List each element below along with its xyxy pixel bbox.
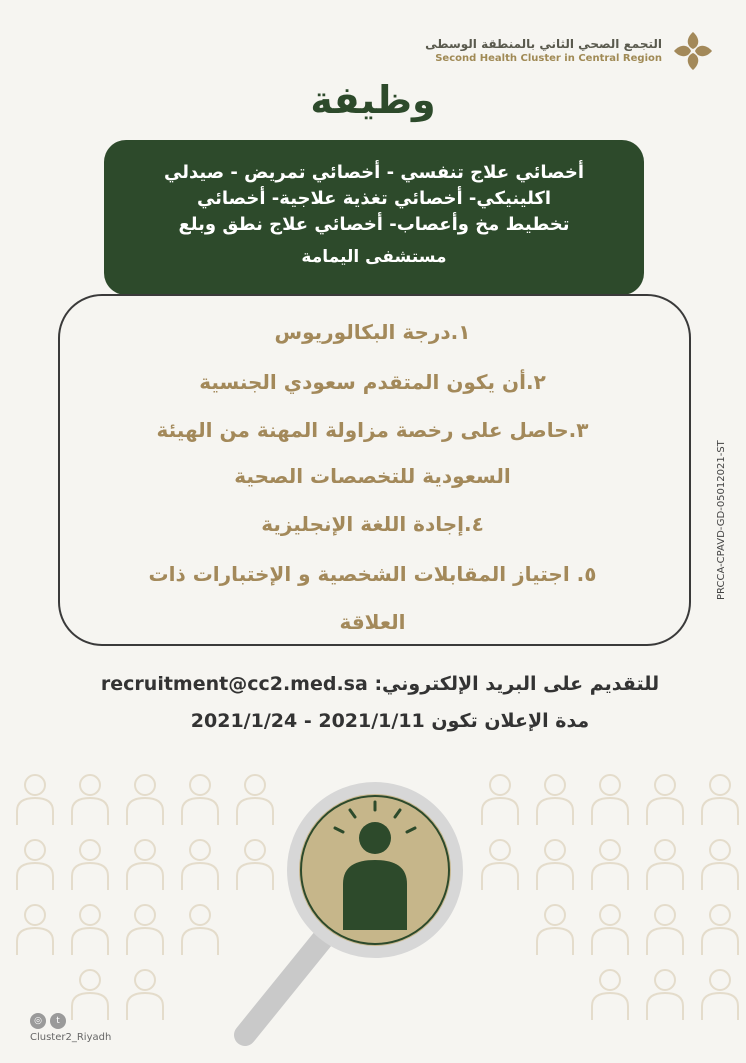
- apply-line: [60, 673, 700, 695]
- org-name-en: Second Health Cluster in Central Region: [435, 53, 662, 64]
- org-logo: [425, 28, 716, 74]
- page-title: وظيفة: [310, 78, 436, 122]
- requirement-item: ٤.إجادة اللغة الإنجليزية: [261, 512, 484, 536]
- social-footer: [30, 1013, 111, 1043]
- cluster-logo-icon: [670, 28, 716, 74]
- hospital-name: مستشفى اليمامة: [301, 247, 447, 267]
- positions-box: [104, 140, 644, 295]
- document-code: PRCCA-CPAVD-GD-05012021-ST: [716, 440, 727, 600]
- requirement-item: ٣.حاصل على رخصة مزاولة المهنة من الهيئة: [156, 418, 589, 442]
- instagram-icon[interactable]: ◎: [30, 1013, 46, 1029]
- social-handle: Cluster2_Riyadh: [30, 1032, 112, 1043]
- announcement-period: مدة الإعلان تكون 2021/1/24 - 2021/1/11: [190, 710, 590, 732]
- positions-line: اكلينيكي- أخصائي تغذية علاجية- أخصائي: [196, 188, 552, 209]
- requirements-box: [58, 294, 691, 646]
- requirement-item: ٥. اجتياز المقابلات الشخصية و الإختبارات ذات: [148, 562, 597, 586]
- period-end: 2021/1/24: [190, 710, 298, 732]
- positions-line: تخطيط مخ وأعصاب- أخصائي علاج نطق وبلع: [178, 214, 570, 235]
- apply-label: للتقديم على البريد الإلكتروني:: [374, 673, 660, 695]
- people-illustration: [0, 760, 746, 1060]
- positions-line: أخصائي علاج تنفسي - أخصائي تمريض - صيدلي: [164, 162, 584, 183]
- period-label: مدة الإعلان تكون: [431, 710, 590, 732]
- org-name-ar: التجمع الصحي الثاني بالمنطقة الوسطى: [425, 37, 662, 51]
- twitter-icon[interactable]: t: [50, 1013, 66, 1029]
- requirement-item: ١.درجة البكالوريوس: [274, 320, 471, 344]
- requirement-item: العلاقة: [339, 610, 406, 634]
- magnifier-icon: [245, 788, 457, 1035]
- org-name: [425, 36, 662, 66]
- requirement-item: السعودية للتخصصات الصحية: [234, 464, 511, 488]
- apply-email-link[interactable]: recruitment@cc2.med.sa: [100, 673, 368, 695]
- period-start: 2021/1/11: [318, 710, 425, 732]
- requirement-item: ٢.أن يكون المتقدم سعودي الجنسية: [199, 370, 546, 394]
